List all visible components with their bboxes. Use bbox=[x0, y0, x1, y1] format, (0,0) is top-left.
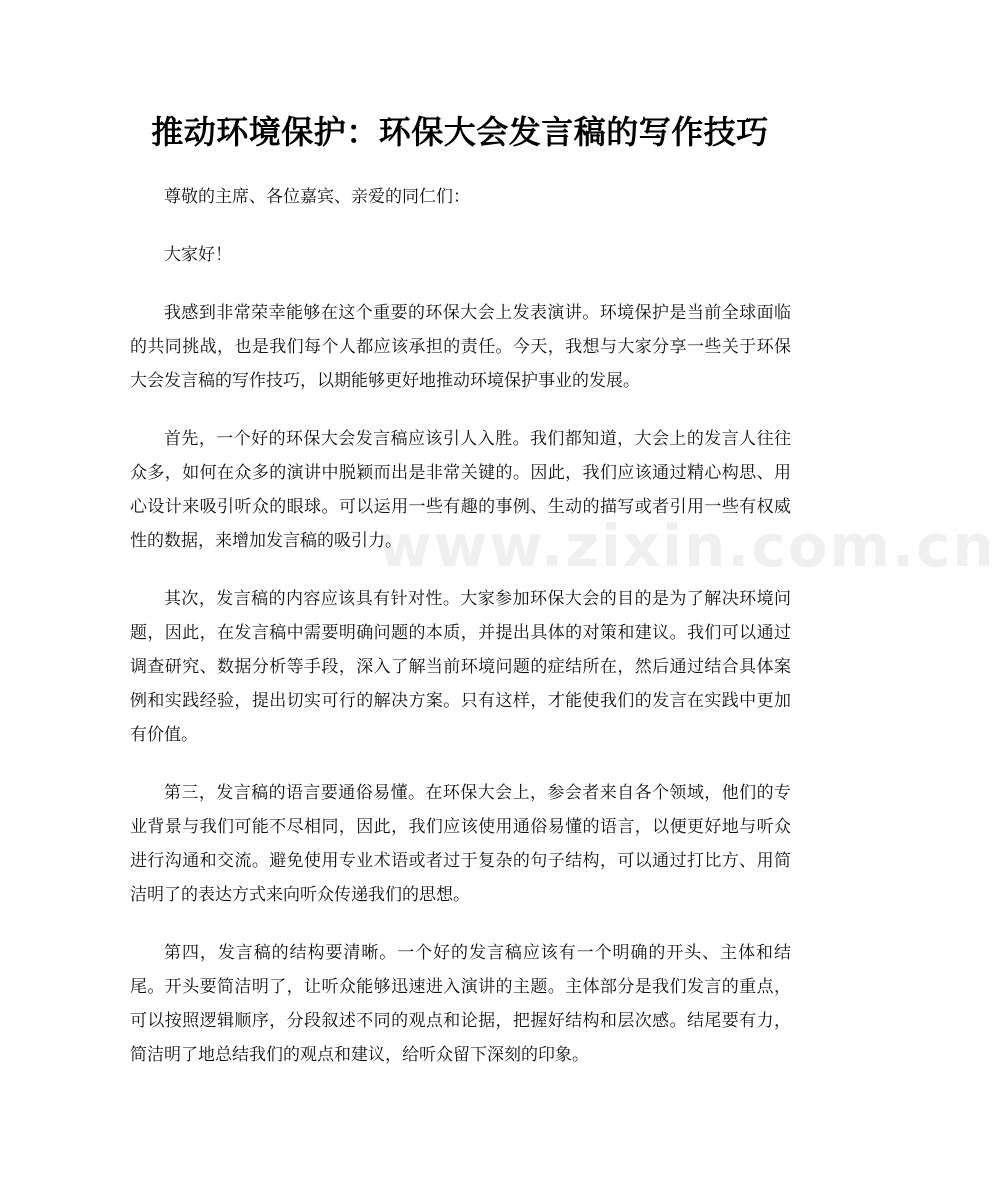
watermark: www.zixin.com.cn bbox=[378, 512, 996, 580]
document-body bbox=[130, 180, 791, 1096]
page-title: 推动环境保护：环保大会发言稿的写作技巧 bbox=[151, 113, 769, 151]
body-paragraph: 第三，发言稿的语言要通俗易懂。在环保大会上，参会者来自各个领域，他们的专业背景与我们可能不尽相同，因此，我们应该使用通俗易懂的语言，以便更好地与听众进行沟通和交流。避免使用专业术语或者过于复杂的句子结构，可以通过打比方、用简洁明了的表达方式来向听众传递我们的思想。 bbox=[130, 783, 791, 905]
body-paragraph: 我感到非常荣幸能够在这个重要的环保大会上发表演讲。环境保护是当前全球面临的共同挑战，也是我们每个人都应该承担的责任。今天，我想与大家分享一些关于环保大会发言稿的写作技巧，以期能够更好地推动环境保护事业的发展。 bbox=[130, 303, 791, 391]
body-paragraph: 其次，发言稿的内容应该具有针对性。大家参加环保大会的目的是为了解决环境问题，因此，在发言稿中需要明确问题的本质，并提出具体的对策和建议。我们可以通过调查研究、数据分析等手段，深入了解当前环境问题的症结所在，然后通过结合具体案例和实践经验，提出切实可行的解决方案。只有这样，才能使我们的发言在实践中更加有价值。 bbox=[130, 589, 791, 745]
body-paragraph: 首先，一个好的环保大会发言稿应该引人入胜。我们都知道，大会上的发言人往往众多，如何在众多的演讲中脱颖而出是非常关键的。因此，我们应该通过精心构思、用心设计来吸引听众的眼球。可以运用一些有趣的事例、生动的描写或者引用一些有权威性的数据，来增加发言稿的吸引力。 bbox=[130, 429, 791, 551]
salutation: 尊敬的主席、各位嘉宾、亲爱的同仁们： bbox=[164, 187, 470, 207]
greeting: 大家好！ bbox=[164, 245, 232, 265]
body-paragraph: 第四，发言稿的结构要清晰。一个好的发言稿应该有一个明确的开头、主体和结尾。开头要简洁明了，让听众能够迅速进入演讲的主题。主体部分是我们发言的重点，可以按照逻辑顺序，分段叙述不同的观点和论据，把握好结构和层次感。结尾要有力，简洁明了地总结我们的观点和建议，给听众留下深刻的印象。 bbox=[130, 943, 791, 1065]
